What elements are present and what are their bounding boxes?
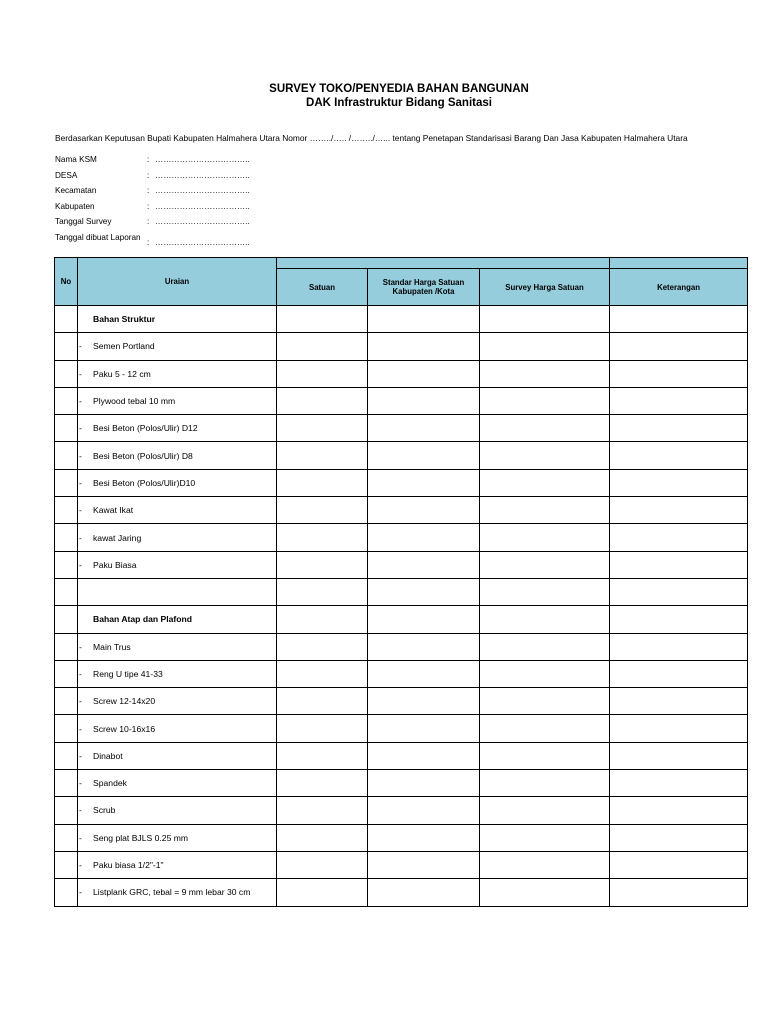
cell-no <box>55 715 78 742</box>
cell-no <box>55 879 78 906</box>
table-row <box>55 606 748 633</box>
cell-standar <box>368 551 480 578</box>
cell-standar <box>368 715 480 742</box>
table-row <box>55 688 748 715</box>
row-description: Spandek <box>93 778 127 789</box>
cell-uraian <box>78 824 277 851</box>
cell-satuan <box>277 851 368 878</box>
cell-keterangan <box>610 633 748 660</box>
cell-survey <box>480 306 610 333</box>
row-dash: - <box>79 423 82 434</box>
cell-satuan <box>277 879 368 906</box>
cell-no <box>55 497 78 524</box>
cell-keterangan <box>610 606 748 633</box>
cell-satuan <box>277 688 368 715</box>
cell-standar <box>368 797 480 824</box>
table-row <box>55 633 748 660</box>
cell-keterangan <box>610 333 748 360</box>
cell-uraian <box>78 524 277 551</box>
row-description: Main Trus <box>93 641 131 652</box>
cell-survey <box>480 442 610 469</box>
info-colon: : <box>147 186 150 196</box>
cell-survey <box>480 551 610 578</box>
cell-satuan <box>277 660 368 687</box>
column-header-group <box>277 258 610 269</box>
row-description: Besi Beton (Polos/Ulir)D10 <box>93 477 196 488</box>
column-header-uraian: Uraian <box>78 258 277 306</box>
cell-satuan <box>277 333 368 360</box>
cell-keterangan <box>610 551 748 578</box>
column-header-survey: Survey Harga Satuan <box>480 269 610 306</box>
info-colon: : <box>147 201 150 211</box>
cell-standar <box>368 524 480 551</box>
cell-satuan <box>277 360 368 387</box>
row-description: Semen Portland <box>93 341 155 352</box>
cell-satuan <box>277 797 368 824</box>
cell-survey <box>480 387 610 414</box>
cell-no <box>55 606 78 633</box>
row-dash: - <box>79 778 82 789</box>
cell-standar <box>368 606 480 633</box>
table-row <box>55 387 748 414</box>
cell-no <box>55 469 78 496</box>
cell-uraian <box>78 688 277 715</box>
cell-no <box>55 333 78 360</box>
row-dash: - <box>79 477 82 488</box>
table-row <box>55 415 748 442</box>
cell-standar <box>368 742 480 769</box>
info-value: …………………………….. <box>155 170 250 180</box>
cell-satuan <box>277 742 368 769</box>
table-row <box>55 851 748 878</box>
info-label: Tanggal dibuat Laporan <box>55 232 141 242</box>
cell-satuan <box>277 715 368 742</box>
cell-survey <box>480 824 610 851</box>
cell-standar <box>368 333 480 360</box>
document-title: SURVEY TOKO/PENYEDIA BAHAN BANGUNAN <box>269 83 529 95</box>
cell-standar <box>368 770 480 797</box>
table-row <box>55 524 748 551</box>
cell-uraian <box>78 469 277 496</box>
cell-survey <box>480 606 610 633</box>
info-label: Kabupaten <box>55 201 95 211</box>
cell-keterangan <box>610 578 748 605</box>
cell-survey <box>480 851 610 878</box>
row-description: Reng U tipe 41-33 <box>93 669 163 679</box>
cell-keterangan <box>610 415 748 442</box>
cell-uraian <box>78 797 277 824</box>
cell-standar <box>368 879 480 906</box>
row-dash: - <box>79 860 82 871</box>
cell-keterangan <box>610 715 748 742</box>
cell-satuan <box>277 469 368 496</box>
info-value: …………………………….. <box>155 237 250 247</box>
cell-uraian <box>78 660 277 687</box>
cell-standar <box>368 387 480 414</box>
row-dash: - <box>79 559 82 570</box>
cell-survey <box>480 879 610 906</box>
survey-table <box>54 257 748 907</box>
cell-standar <box>368 469 480 496</box>
cell-keterangan <box>610 797 748 824</box>
cell-no <box>55 633 78 660</box>
cell-keterangan <box>610 442 748 469</box>
cell-standar <box>368 851 480 878</box>
table-row <box>55 715 748 742</box>
row-description: Plywood tebal 10 mm <box>93 396 176 407</box>
cell-survey <box>480 688 610 715</box>
cell-keterangan <box>610 524 748 551</box>
cell-standar <box>368 660 480 687</box>
cell-survey <box>480 415 610 442</box>
cell-satuan <box>277 497 368 524</box>
cell-standar <box>368 578 480 605</box>
cell-satuan <box>277 606 368 633</box>
document-subtitle: DAK Infrastruktur Bidang Sanitasi <box>306 97 492 109</box>
cell-satuan <box>277 770 368 797</box>
cell-survey <box>480 715 610 742</box>
cell-keterangan <box>610 742 748 769</box>
table-row <box>55 497 748 524</box>
row-dash: - <box>79 723 82 734</box>
row-description: Besi Beton (Polos/Ulir) D12 <box>93 423 198 434</box>
row-dash: - <box>79 505 82 516</box>
cell-survey <box>480 578 610 605</box>
row-dash: - <box>79 450 82 461</box>
cell-standar <box>368 442 480 469</box>
info-colon: : <box>147 155 150 164</box>
cell-no <box>55 415 78 442</box>
cell-satuan <box>277 824 368 851</box>
row-description: kawat Jaring <box>93 532 142 543</box>
info-label: DESA <box>55 170 78 180</box>
table-row <box>55 578 748 605</box>
row-description: Paku biasa 1/2"-1" <box>93 860 164 871</box>
cell-no <box>55 824 78 851</box>
cell-keterangan <box>610 360 748 387</box>
row-dash: - <box>79 341 82 352</box>
table-row <box>55 306 748 333</box>
column-header-satuan: Satuan <box>277 269 368 306</box>
cell-standar <box>368 497 480 524</box>
cell-uraian <box>78 770 277 797</box>
info-value: …………………………….. <box>155 186 250 196</box>
cell-keterangan <box>610 660 748 687</box>
cell-keterangan <box>610 306 748 333</box>
cell-keterangan <box>610 824 748 851</box>
info-label: Nama KSM <box>55 155 97 164</box>
cell-satuan <box>277 442 368 469</box>
cell-standar <box>368 824 480 851</box>
cell-satuan <box>277 306 368 333</box>
table-row <box>55 824 748 851</box>
row-description: Screw 12-14x20 <box>93 696 156 707</box>
cell-no <box>55 578 78 605</box>
cell-uraian <box>78 551 277 578</box>
cell-no <box>55 360 78 387</box>
info-value: …………………………….. <box>155 155 250 164</box>
info-label: Tanggal Survey <box>55 217 112 227</box>
row-description: Kawat Ikat <box>93 505 134 516</box>
row-dash: - <box>79 887 82 898</box>
cell-uraian <box>78 387 277 414</box>
cell-no <box>55 306 78 333</box>
table-row <box>55 551 748 578</box>
row-description: Paku 5 - 12 cm <box>93 368 151 379</box>
cell-survey <box>480 524 610 551</box>
cell-standar <box>368 633 480 660</box>
cell-survey <box>480 497 610 524</box>
cell-no <box>55 797 78 824</box>
info-colon: : <box>147 217 150 227</box>
cell-uraian <box>78 306 277 333</box>
cell-satuan <box>277 551 368 578</box>
info-colon: : <box>147 237 150 247</box>
row-description: Seng plat BJLS 0.25 mm <box>93 832 189 843</box>
info-label: Kecamatan <box>55 186 97 196</box>
column-header-spacer <box>610 258 748 269</box>
row-description: Besi Beton (Polos/Ulir) D8 <box>93 450 193 461</box>
cell-survey <box>480 469 610 496</box>
table-row <box>55 660 748 687</box>
column-header-standar: Standar Harga Satuan Kabupaten /Kota <box>368 269 480 306</box>
cell-no <box>55 442 78 469</box>
cell-keterangan <box>610 387 748 414</box>
cell-no <box>55 387 78 414</box>
row-dash: - <box>79 696 82 707</box>
table-row <box>55 469 748 496</box>
cell-survey <box>480 770 610 797</box>
table-row <box>55 333 748 360</box>
cell-survey <box>480 660 610 687</box>
cell-uraian <box>78 578 277 605</box>
cell-satuan <box>277 415 368 442</box>
document-title-block <box>0 82 768 110</box>
cell-survey <box>480 797 610 824</box>
row-description: Scrub <box>93 805 116 816</box>
cell-survey <box>480 360 610 387</box>
cell-satuan <box>277 578 368 605</box>
cell-uraian <box>78 879 277 906</box>
row-description: Screw 10-16x16 <box>93 723 156 734</box>
row-description: Bahan Struktur <box>93 314 156 325</box>
cell-no <box>55 770 78 797</box>
row-dash: - <box>79 832 82 843</box>
cell-keterangan <box>610 469 748 496</box>
cell-satuan <box>277 524 368 551</box>
column-header-keterangan: Keterangan <box>610 269 748 306</box>
column-header-no: No <box>55 258 78 306</box>
intro-paragraph: Berdasarkan Keputusan Bupati Kabupaten Halmahera Utara Nomor ……../….. /……../…... tentang Penetapan Standarisasi Barang Dan Jasa Kabupaten Halmahera Utara <box>55 133 688 143</box>
cell-uraian <box>78 333 277 360</box>
cell-keterangan <box>610 851 748 878</box>
row-description: Dinabot <box>93 750 123 761</box>
cell-survey <box>480 742 610 769</box>
row-dash: - <box>79 669 82 679</box>
table-row <box>55 879 748 906</box>
cell-standar <box>368 688 480 715</box>
info-value: …………………………….. <box>155 217 250 227</box>
cell-no <box>55 524 78 551</box>
row-description: Bahan Atap dan Plafond <box>93 614 192 625</box>
cell-keterangan <box>610 770 748 797</box>
cell-no <box>55 660 78 687</box>
cell-uraian <box>78 497 277 524</box>
cell-satuan <box>277 633 368 660</box>
survey-table-body <box>55 306 748 907</box>
cell-uraian <box>78 715 277 742</box>
row-description: Listplank GRC, tebal = 9 mm lebar 30 cm <box>93 887 251 898</box>
row-description: Paku Biasa <box>93 559 137 570</box>
cell-keterangan <box>610 688 748 715</box>
info-colon: : <box>147 170 150 180</box>
cell-keterangan <box>610 879 748 906</box>
table-row <box>55 770 748 797</box>
cell-uraian <box>78 442 277 469</box>
cell-standar <box>368 360 480 387</box>
cell-uraian <box>78 415 277 442</box>
cell-survey <box>480 633 610 660</box>
cell-no <box>55 742 78 769</box>
cell-keterangan <box>610 497 748 524</box>
cell-uraian <box>78 606 277 633</box>
info-value: …………………………….. <box>155 201 250 211</box>
cell-uraian <box>78 360 277 387</box>
table-row <box>55 360 748 387</box>
row-dash: - <box>79 641 82 652</box>
cell-satuan <box>277 387 368 414</box>
cell-uraian <box>78 742 277 769</box>
cell-no <box>55 851 78 878</box>
cell-standar <box>368 415 480 442</box>
cell-uraian <box>78 851 277 878</box>
cell-uraian <box>78 633 277 660</box>
cell-standar <box>368 306 480 333</box>
row-dash: - <box>79 750 82 761</box>
table-row <box>55 742 748 769</box>
cell-no <box>55 688 78 715</box>
row-dash: - <box>79 805 82 816</box>
table-row <box>55 442 748 469</box>
cell-no <box>55 551 78 578</box>
row-dash: - <box>79 368 82 379</box>
table-row <box>55 797 748 824</box>
cell-survey <box>480 333 610 360</box>
row-dash: - <box>79 396 82 407</box>
row-dash: - <box>79 532 82 543</box>
